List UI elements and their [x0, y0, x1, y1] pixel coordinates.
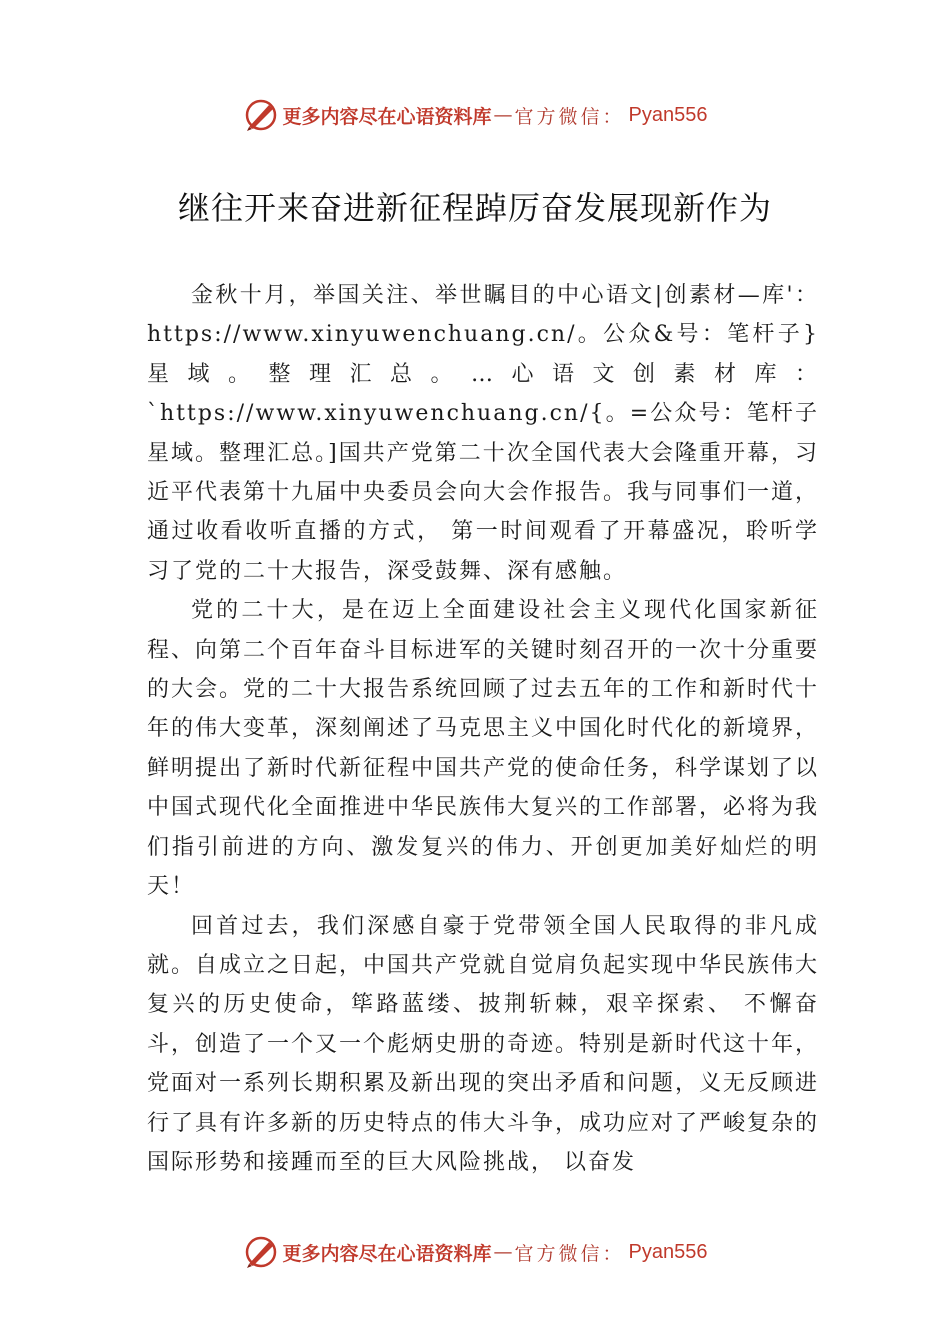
- banner-wechat-id: Pyan556: [628, 103, 708, 126]
- banner-slogan: 更多内容尽在心语资料库: [282, 1242, 492, 1265]
- banner-separator: —: [493, 104, 513, 126]
- paragraph: 金秋十月，举国关注、举世瞩目的中心语文|创素材—库'：https://www.xinyuwenchuang.cn/。公众&号：笔杆子}星域。整理汇总。…心语文创素材库：`https://www.xinyuwenchuang.cn/{。=公众号：笔杆子星域。整理汇总。]国共产党第二十次全国代表大会隆重开幕，习近平代表第十九届中央委员会向大会作报告。我与同事们一道，通过收看收听直播的方式， 第一时间观看了开幕盛况，聆听学习了党的二十大报告，深受鼓舞、深有感触。: [147, 283, 820, 584]
- paragraph: 回首过去，我们深感自豪于党带领全国人民取得的非凡成就。自成立之日起，中国共产党就自觉肩负起实现中华民族伟大复兴的历史使命，筚路蓝缕、披荆斩棘，艰辛探索、 不懈奋斗，创造了一个又一个彪炳史册的奇迹。特别是新时代这十年，党面对一系列长期积累及新出现的突出矛盾和问题，义无反顾进行了具有许多新的历史特点的伟大斗争，成功应对了严峻复杂的国际形势和接踵而至的巨大风险挑战， 以奋发: [147, 913, 820, 1175]
- banner-slogan: 更多内容尽在心语资料库: [282, 105, 492, 128]
- banner-wechat-id: Pyan556: [628, 1240, 708, 1263]
- header-banner: [0, 95, 950, 135]
- pen-circle-logo-icon: [243, 1234, 279, 1270]
- footer-banner: [0, 1232, 950, 1272]
- banner-wechat-label: 官方微信：: [514, 1242, 625, 1265]
- banner-separator: —: [493, 1241, 513, 1263]
- banner-wechat-label: 官方微信：: [514, 105, 625, 128]
- pen-circle-logo-icon: [243, 97, 279, 133]
- paragraph: 党的二十大，是在迈上全面建设社会主义现代化国家新征程、向第二个百年奋斗目标进军的关键时刻召开的一次十分重要的大会。党的二十大报告系统回顾了过去五年的工作和新时代十年的伟大变革，深刻阐述了马克思主义中国化时代化的新境界，鲜明提出了新时代新征程中国共产党的使命任务，科学谋划了以中国式现代化全面推进中华民族伟大复兴的工作部署，必将为我们指引前进的方向、激发复兴的伟力、开创更加美好灿烂的明天！: [147, 598, 820, 900]
- document-title: 继往开来奋进新征程踔厉奋发展现新作为: [177, 189, 772, 227]
- document-body: [147, 276, 819, 1182]
